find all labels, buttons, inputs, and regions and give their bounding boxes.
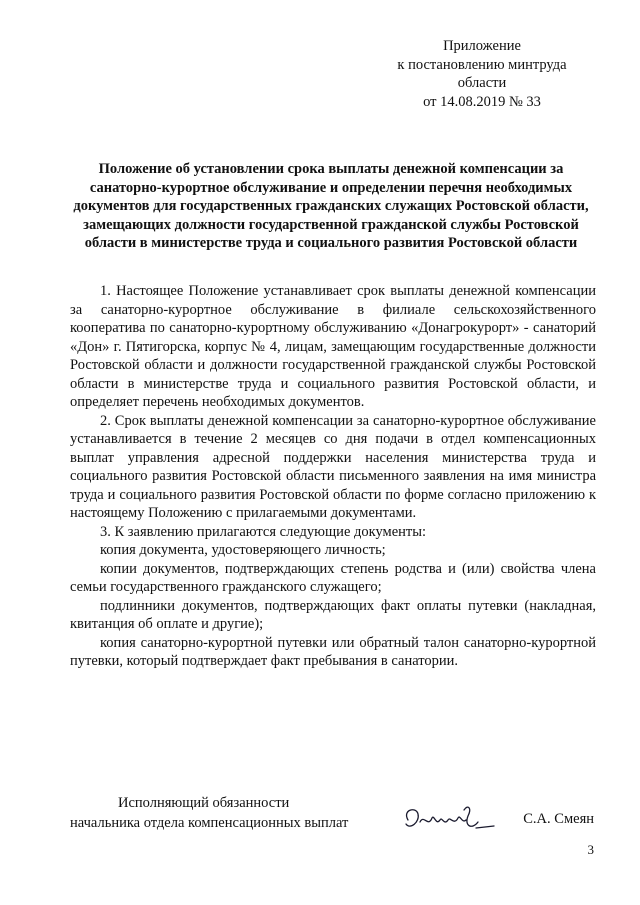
- appendix-header: [372, 37, 592, 111]
- signatory-position-line1: Исполняющий обязанности: [118, 795, 290, 811]
- paragraph-1: 1. Настоящее Положение устанавливает срок выплаты денежной компенсации за санаторно-курортное обслуживание в филиале сельскохозяйственного кооператива по санаторно-курортному обслуживанию «Донагрокурорт» - санаторий «Дон» г. Пятигорска, корпус № 4, лицам, замещающим государственные должности Ростовской области и должности государственной гражданской службы Ростовской области в министерстве труда и социального развития Ростовской области, и определяет перечень необходимых документов.: [70, 283, 596, 410]
- list-item: копия санаторно-курортной путевки или обратный талон санаторно-курортной путевки, который подтверждает факт пребывания в санатории.: [70, 634, 596, 669]
- paragraph-3: 3. К заявлению прилагаются следующие документы:: [100, 523, 427, 540]
- paragraph-2: 2. Срок выплаты денежной компенсации за санаторно-курортное обслуживание устанавливается в течение 2 месяцев со дня подачи в отдел компенсационных выплат управления адресной поддержки населения министерства труда и социального развития Ростовской области письменного заявления на имя министра труда и социального развития Ростовской области по форме согласно приложению к настоящему Положению с прилагаемыми документами.: [70, 412, 596, 521]
- list-item: копии документов, подтверждающих степень родства и (или) свойства члена семьи государственного гражданского служащего;: [70, 560, 596, 595]
- list-item: копия документа, удостоверяющего личность;: [100, 542, 386, 558]
- signatory-position: [70, 793, 370, 833]
- appendix-label: Приложение: [443, 38, 521, 54]
- appendix-reference: к постановлению минтруда: [397, 56, 567, 73]
- document-body: [70, 282, 596, 671]
- document-title: Положение об установлении срока выплаты денежной компенсации за санаторно-курортное обслуживание и определении перечня необходимых документов для государственных гражданских служащих Ростовской области, замещающих должности государственной гражданской службы Ростовской области в министерстве труда и социального развития Ростовской области: [73, 161, 589, 252]
- signatory-name: С.А. Смеян: [523, 811, 594, 827]
- page-number: 3: [587, 842, 594, 857]
- appendix-region: области: [457, 75, 507, 91]
- handwritten-signature: [398, 800, 498, 840]
- list-item: подлинники документов, подтверждающих факт оплаты путевки (накладная, квитанция об оплате и другие);: [70, 597, 596, 632]
- appendix-date-number: от 14.08.2019 № 33: [423, 93, 541, 110]
- signatory-position-line2: начальника отдела компенсационных выплат: [70, 815, 349, 831]
